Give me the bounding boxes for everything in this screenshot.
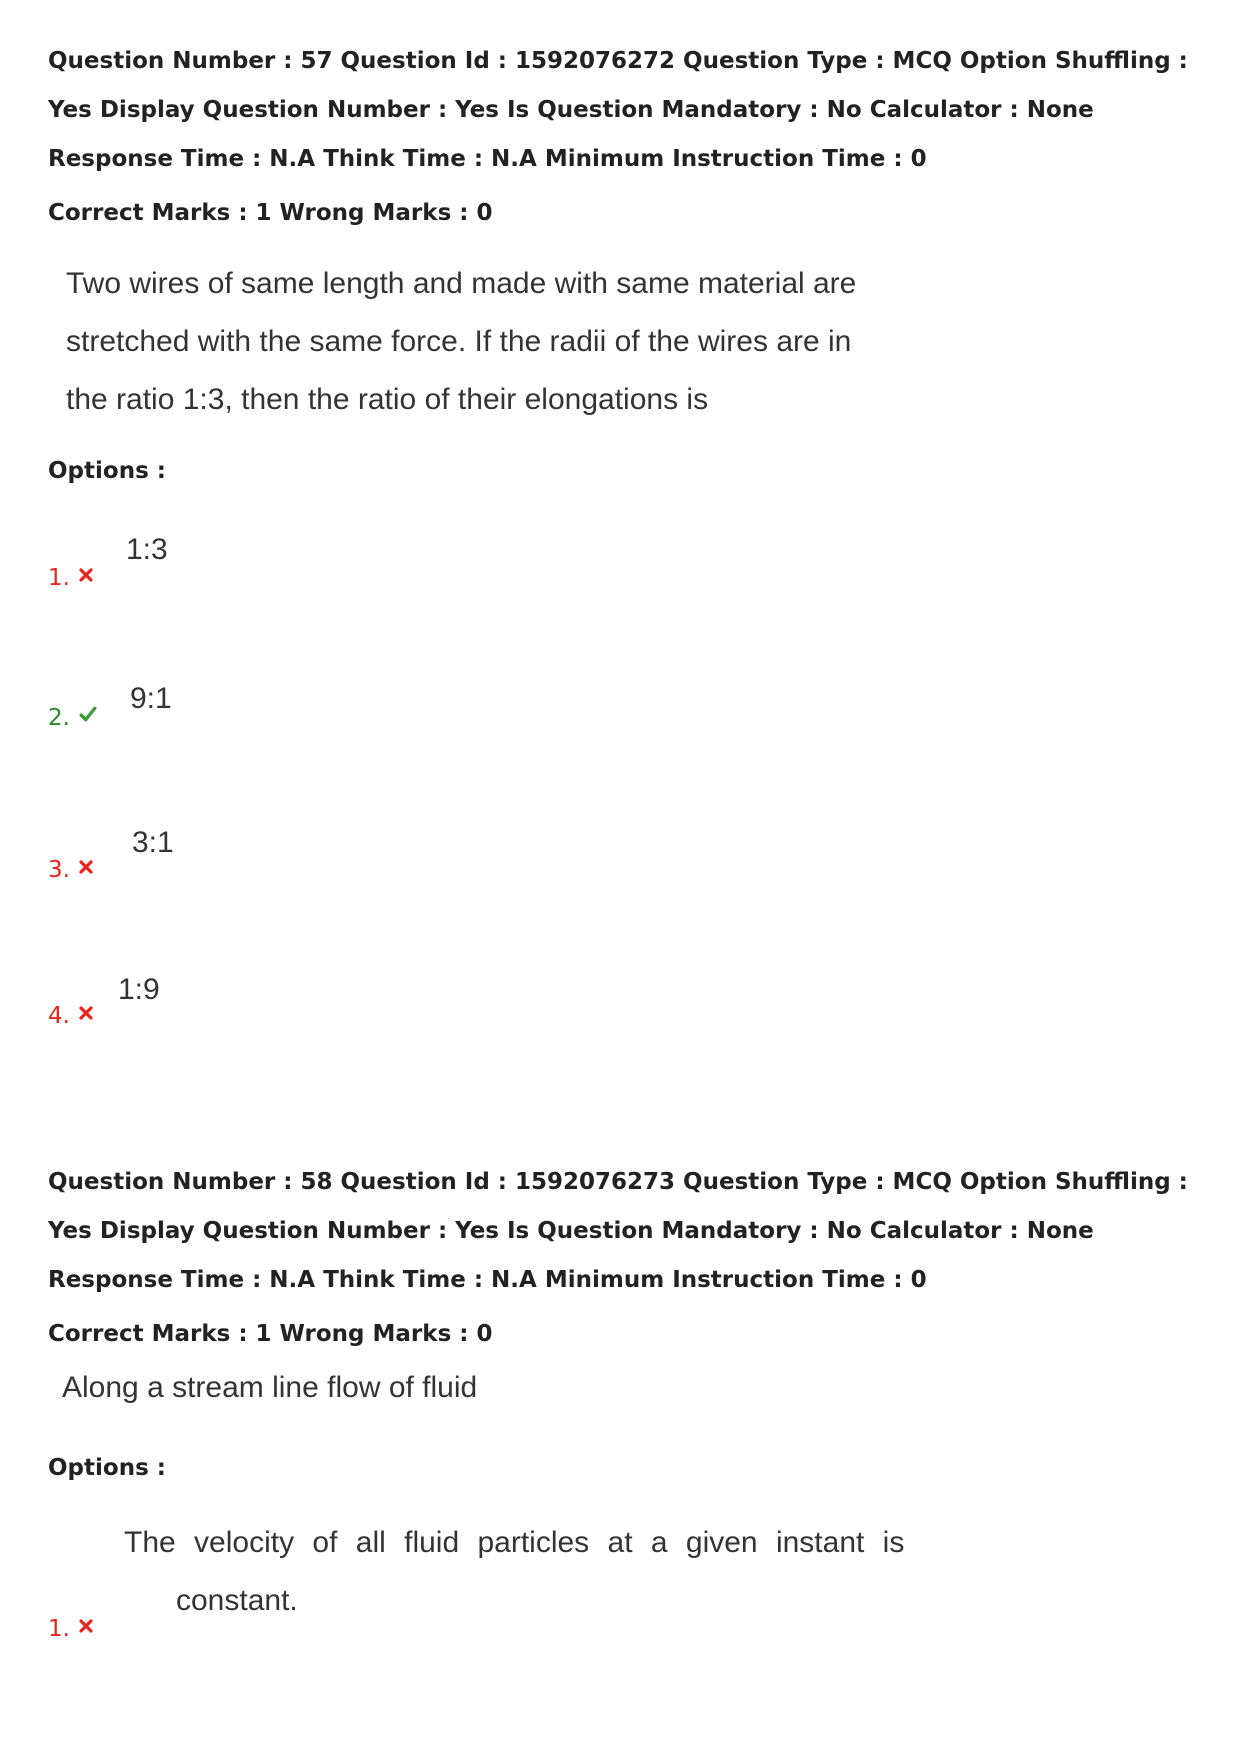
cross-icon (78, 1005, 94, 1021)
question-58-options-label: Options : (48, 1455, 166, 1481)
question-58-text (62, 1359, 477, 1417)
question-58-marks: Correct Marks : 1 Wrong Marks : 0 (48, 1321, 493, 1347)
option-text-line: The velocity of all fluid particles at a given instant is (124, 1526, 905, 1559)
option-4-text: 1:9 (118, 973, 160, 1006)
question-57-text (66, 255, 856, 429)
option-1-marker (48, 563, 94, 593)
cross-icon (78, 1618, 94, 1634)
question-57-marks: Correct Marks : 1 Wrong Marks : 0 (48, 200, 493, 226)
option-2-text: 9:1 (130, 682, 172, 715)
option-number: 1. (48, 565, 70, 591)
option-text-line: constant. (176, 1584, 298, 1617)
option-4-marker (48, 1001, 94, 1031)
option-3-marker (48, 855, 94, 885)
question-line: the ratio 1:3, then the ratio of their elongations is (66, 383, 709, 416)
option-number: 4. (48, 1003, 70, 1029)
option-1-marker (48, 1614, 94, 1644)
option-number: 3. (48, 857, 70, 883)
question-58-meta: Question Number : 58 Question Id : 1592076273 Question Type : MCQ Option Shuffling : Yes Display Question Number : Yes Is Question Mandatory : No Calculator : None Response Time : N.A Think Time : N.A Minimum Instruction Time : 0 (48, 1169, 1188, 1293)
question-line: Two wires of same length and made with same material are (66, 267, 857, 300)
question-line: stretched with the same force. If the radii of the wires are in (66, 325, 852, 358)
option-1-text (124, 1514, 904, 1630)
question-line: Along a stream line flow of fluid (62, 1371, 478, 1404)
option-3-text: 3:1 (132, 826, 174, 859)
check-icon (78, 705, 98, 723)
option-number: 1. (48, 1616, 70, 1642)
option-2-marker (48, 703, 98, 733)
question-57-meta: Question Number : 57 Question Id : 1592076272 Question Type : MCQ Option Shuffling : Yes Display Question Number : Yes Is Question Mandatory : No Calculator : None Response Time : N.A Think Time : N.A Minimum Instruction Time : 0 (48, 48, 1188, 172)
cross-icon (78, 567, 94, 583)
cross-icon (78, 859, 94, 875)
question-57-options-label: Options : (48, 458, 166, 484)
option-1-text: 1:3 (126, 533, 168, 566)
option-number: 2. (48, 705, 70, 731)
